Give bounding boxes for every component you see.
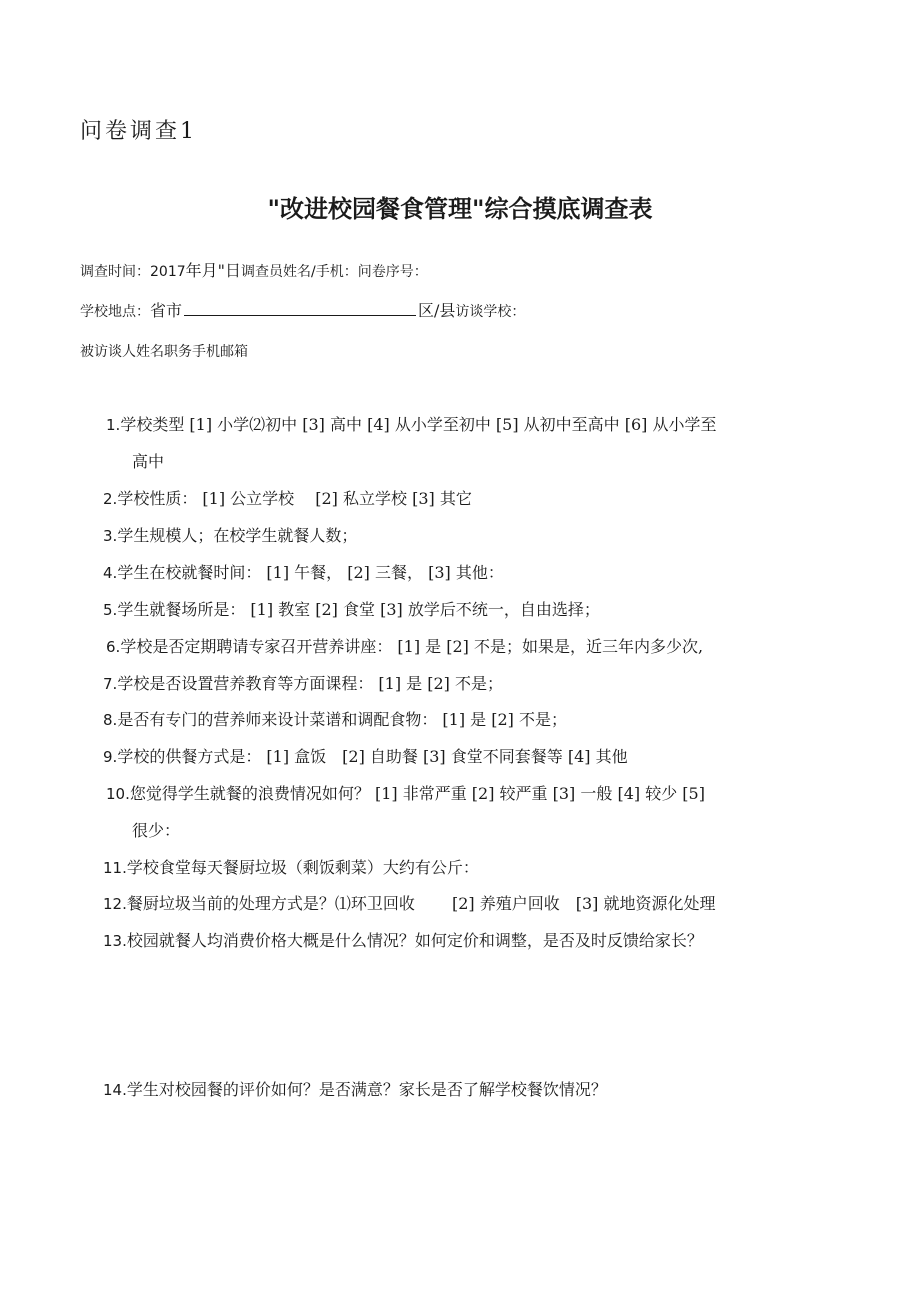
question-text: 学校性质： [1] 公立学校 [2] 私立学校 [3] 其它 — [117, 489, 472, 508]
question-number: 8. — [103, 711, 118, 729]
question-item — [103, 707, 567, 730]
question-number: 2. — [103, 490, 118, 508]
question-text: 学生在校就餐时间： [1] 午餐， [2] 三餐， [3] 其他： — [117, 563, 504, 582]
survey-time-row — [80, 258, 428, 281]
school-location-label: 学校地点： — [80, 304, 150, 320]
district: 区/县 — [418, 301, 456, 320]
location-blank-line — [184, 301, 416, 316]
question-item — [103, 560, 504, 583]
question-number: 12. — [103, 895, 127, 913]
question-text: 是否有专门的营养师来设计菜谱和调配食物： [1] 是 [2] 不是； — [117, 710, 567, 729]
question-item — [103, 671, 503, 694]
question-number: 6. — [106, 638, 121, 656]
question-text: 餐厨垃圾当前的处理方式是？⑴环卫回收 [2] 养殖户回收 [3] 就地资源化处理 — [126, 894, 716, 913]
question-number: 11. — [103, 859, 127, 877]
question-number: 5. — [103, 601, 118, 619]
question-text: 校园就餐人均消费价格大概是什么情况？如何定价和调整，是否及时反馈给家长？ — [126, 931, 703, 950]
question-text: 学校是否设置营养教育等方面课程： [1] 是 [2] 不是； — [117, 674, 503, 693]
question-item — [103, 523, 357, 546]
province-city: 省市 — [150, 301, 183, 320]
question-item — [106, 781, 705, 804]
school-location-row — [80, 298, 525, 321]
question-text: 学校的供餐方式是： [1] 盒饭 [2] 自助餐 [3] 食堂不同套餐等 [4] 其他 — [117, 747, 628, 766]
question-text: 学校食堂每天餐厨垃圾（剩饭剩菜）大约有公斤： — [126, 858, 479, 877]
question-number: 14. — [103, 1081, 127, 1099]
question-item — [103, 1077, 607, 1100]
question-item — [103, 597, 600, 620]
date-units: 年月"日 — [185, 261, 242, 280]
document-label: 问卷调查1 — [80, 119, 197, 144]
question-number: 10. — [106, 785, 130, 803]
question-item — [103, 744, 628, 767]
question-item — [103, 486, 472, 509]
question-text: 您觉得学生就餐的浪费情况如何？ [1] 非常严重 [2] 较严重 [3] 一般 [4] 较少 [5] — [129, 784, 705, 803]
question-number: 9. — [103, 748, 118, 766]
question-item — [103, 928, 703, 951]
survey-title: "改进校园餐食管理"综合摸底调查表 — [267, 195, 653, 223]
question-item — [106, 634, 703, 657]
interviewee-row: 被访谈人姓名职务手机邮箱 — [80, 344, 248, 360]
survey-time-label: 调查时间：2017 — [80, 264, 186, 280]
question-continuation: 高中 — [132, 452, 165, 471]
question-text: 学生规模人；在校学生就餐人数； — [117, 526, 358, 545]
question-item — [106, 412, 717, 435]
question-number: 3. — [103, 527, 118, 545]
question-text: 学校类型 [1] 小学⑵初中 [3] 高中 [4] 从小学至初中 [5] 从初中至高中 [6] 从小学至 — [120, 415, 717, 434]
surveyor-label: 调查员姓名/手机：问卷序号： — [241, 264, 428, 280]
question-number: 4. — [103, 564, 118, 582]
question-number: 13. — [103, 932, 127, 950]
question-continuation: 很少： — [132, 821, 181, 840]
question-number: 1. — [106, 416, 121, 434]
interview-school-label: 访谈学校： — [455, 304, 526, 320]
question-text: 学生对校园餐的评价如何？是否满意？家长是否了解学校餐饮情况？ — [126, 1080, 607, 1099]
question-item — [103, 891, 715, 914]
question-text: 学生就餐场所是： [1] 教室 [2] 食堂 [3] 放学后不统一，自由选择； — [117, 600, 600, 619]
question-item — [103, 855, 479, 878]
question-text: 学校是否定期聘请专家召开营养讲座： [1] 是 [2] 不是；如果是，近三年内多少次, — [120, 637, 704, 656]
question-number: 7. — [103, 675, 118, 693]
